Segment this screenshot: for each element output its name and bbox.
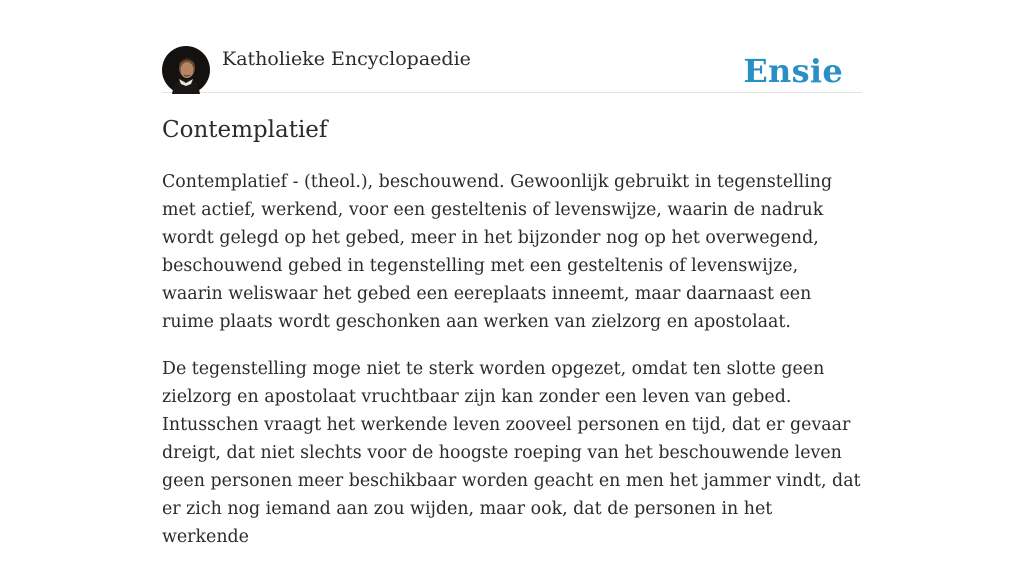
- brand-logo[interactable]: Ensie: [743, 52, 843, 90]
- paragraph: Contemplatief - (theol.), beschouwend. Gewoonlijk gebruikt in tegenstelling met actief, werkend, voor een gesteltenis of levenswijze, waarin de nadruk wordt gelegd op het gebed, meer in het bijzonder nog op het overwegend, beschouwend gebed in tegenstelling met een gesteltenis of levenswijze, waarin weliswaar het gebed een eereplaats inneemt, maar daarnaast een ruime plaats wordt geschonken aan werken van zielzorg en apostolaat.: [162, 172, 833, 332]
- portrait-avatar-icon: [162, 46, 210, 94]
- header: [162, 46, 862, 93]
- paragraph: De tegenstelling moge niet te sterk worden opgezet, omdat ten slotte geen zielzorg en apostolaat vruchtbaar zijn kan zonder een leven van gebed. Intusschen vraagt het werkende leven zooveel personen en tijd, dat er gevaar dreigt, dat niet slechts voor de hoogste roeping van het beschouwende leven geen personen meer beschikbaar worden geacht en men het jammer vindt, dat er zich nog iemand aan zou wijden, maar ook, dat de personen in het werkende: [162, 359, 861, 547]
- book-title[interactable]: Katholieke Encyclopaedie: [222, 48, 471, 70]
- avatar[interactable]: [162, 46, 210, 94]
- page: [162, 0, 862, 547]
- article-body: [162, 168, 862, 570]
- page-title: Contemplatief: [162, 117, 328, 143]
